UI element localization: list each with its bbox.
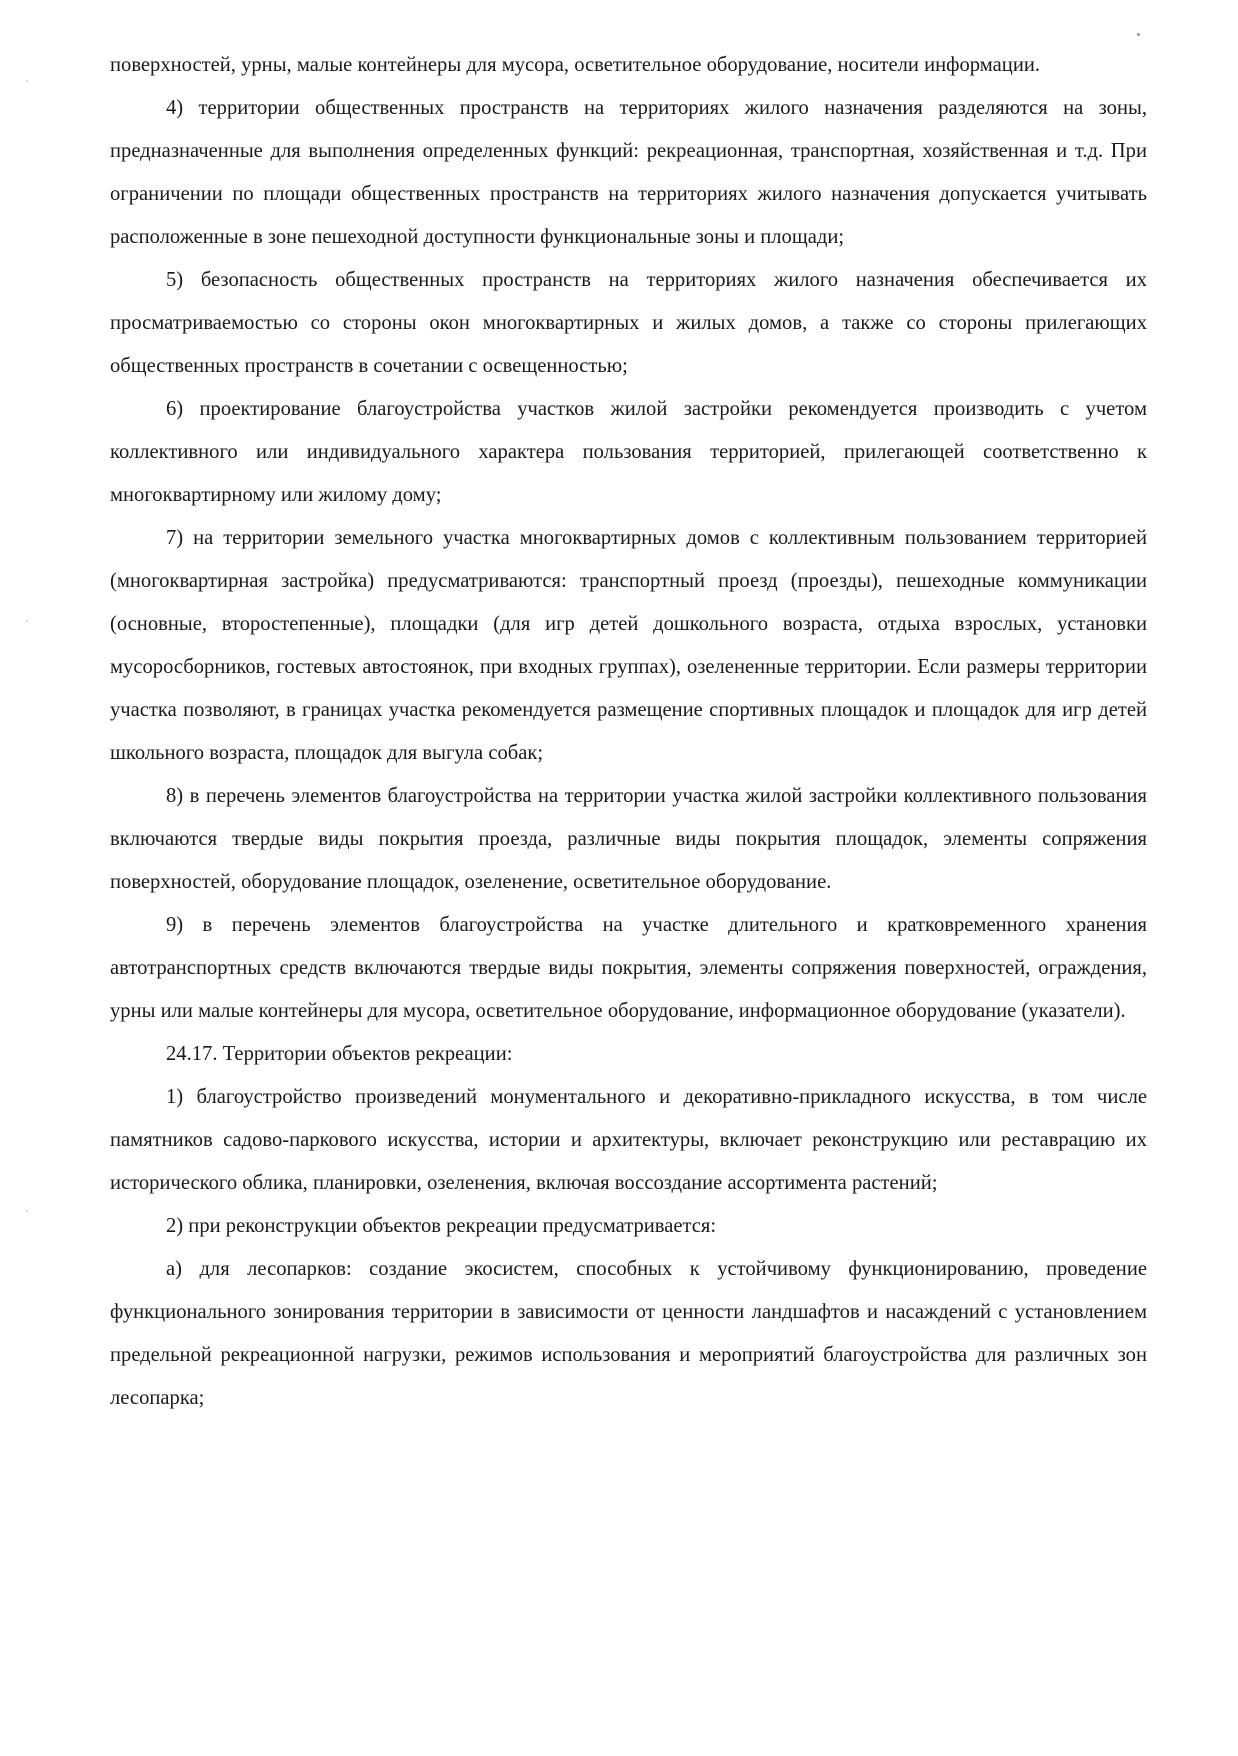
scan-speck <box>26 80 28 82</box>
scan-speck <box>26 620 28 622</box>
paragraph-recreation-item-a: а) для лесопарков: создание экосистем, способных к устойчивому функционированию, проведение функционального зонирования территории в зависимости от ценности ландшафтов и насаждений с установлением предельной рекреационной нагрузки, режимов использования и мероприятий благоустройства для различных зон лесопарка; <box>110 1258 1147 1409</box>
paragraph-recreation-item-1: 1) благоустройство произведений монументального и декоративно-прикладного искусства, в том числе памятников садово-паркового искусства, истории и архитектуры, включает реконструкцию или реставрацию их исторического облика, планировки, озеленения, включая воссоздание ассортимента растений; <box>110 1086 1147 1194</box>
scan-speck <box>1137 33 1140 36</box>
paragraph-continuation: поверхностей, урны, малые контейнеры для мусора, осветительное оборудование, носители информации. <box>110 54 1041 76</box>
section-heading-24-17: 24.17. Территории объектов рекреации: <box>166 1043 513 1065</box>
paragraph-item-9: 9) в перечень элементов благоустройства на участке длительного и кратковременного хранения автотранспортных средств включаются твердые виды покрытия, элементы сопряжения поверхностей, ограждения, урны или малые контейнеры для мусора, осветительное оборудование, информационное оборудование (указатели). <box>110 914 1147 1022</box>
paragraph-item-7: 7) на территории земельного участка многоквартирных домов с коллективным пользованием территорией (многоквартирная застройка) предусматриваются: транспортный проезд (проезды), пешеходные коммуникации (основные, второстепенные), площадки (для игр детей дошкольного возраста, отдыха взрослых, установки мусоросборников, гостевых автостоянок, при входных группах), озелененные территории. Если размеры территории участка позволяют, в границах участка рекомендуется размещение спортивных площадок и площадок для игр детей школьного возраста, площадок для выгула собак; <box>110 527 1147 764</box>
paragraph-item-4: 4) территории общественных пространств на территориях жилого назначения разделяются на зоны, предназначенные для выполнения определенных функций: рекреационная, транспортная, хозяйственная и т.д. При ограничении по площади общественных пространств на территориях жилого назначения допускается учитывать расположенные в зоне пешеходной доступности функциональные зоны и площади; <box>110 97 1147 248</box>
paragraph-item-8: 8) в перечень элементов благоустройства на территории участка жилой застройки коллективного пользования включаются твердые виды покрытия проезда, различные виды покрытия площадок, элементы сопряжения поверхностей, оборудование площадок, озеленение, осветительное оборудование. <box>110 785 1147 893</box>
scan-speck <box>26 1210 28 1212</box>
paragraph-item-6: 6) проектирование благоустройства участков жилой застройки рекомендуется производить с учетом коллективного или индивидуального характера пользования территорией, прилегающей соответственно к многоквартирному или жилому дому; <box>110 398 1147 506</box>
document-page <box>110 44 1147 1420</box>
paragraph-item-5: 5) безопасность общественных пространств на территориях жилого назначения обеспечивается их просматриваемостью со стороны окон многоквартирных и жилых домов, а также со стороны прилегающих общественных пространств в сочетании с освещенностью; <box>110 269 1147 377</box>
paragraph-recreation-item-2: 2) при реконструкции объектов рекреации предусматривается: <box>166 1215 717 1237</box>
